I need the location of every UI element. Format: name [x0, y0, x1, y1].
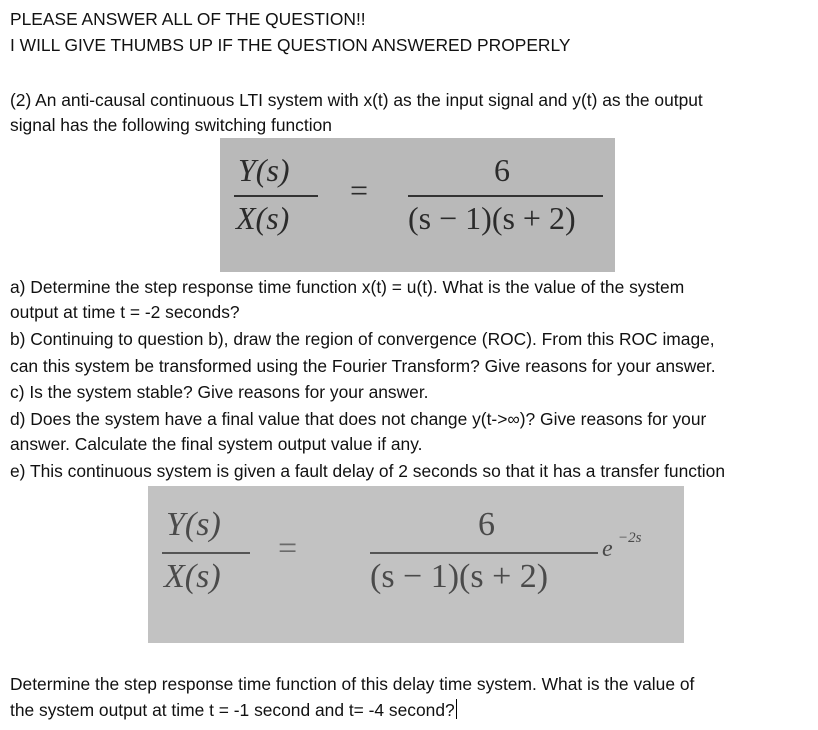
header-line-2: I WILL GIVE THUMBS UP IF THE QUESTION ANSWERED PROPERLY: [10, 35, 571, 55]
question-intro-line-1: (2) An anti-causal continuous LTI system with x(t) as the input signal and y(t) as the output: [10, 90, 703, 110]
part-b-line-2: can this system be transformed using the Fourier Transform? Give reasons for your answer.: [10, 356, 716, 376]
question-intro-line-2: signal has the following switching function: [10, 115, 332, 135]
eq1-equals-sign: =: [350, 172, 369, 208]
eq2-fraction-bar-left: [162, 552, 250, 554]
eq2-denominator-left: X(s): [164, 558, 221, 595]
part-d-line-2: answer. Calculate the final system output value if any.: [10, 434, 423, 454]
eq1-numerator-right: 6: [494, 152, 510, 188]
transfer-function-equation-2: [148, 486, 684, 643]
eq2-denominator-right: (s − 1)(s + 2): [370, 558, 549, 595]
header-line-1: PLEASE ANSWER ALL OF THE QUESTION!!: [10, 9, 366, 29]
text-cursor: [456, 699, 458, 719]
final-question-line-2: [10, 699, 457, 721]
eq1-numerator-left: Y(s): [238, 152, 290, 188]
eq2-numerator-right: 6: [478, 506, 495, 543]
part-e-line: e) This continuous system is given a fault delay of 2 seconds so that it has a transfer function: [10, 461, 726, 481]
eq2-fraction-bar-right: [370, 552, 598, 554]
part-c-line: c) Is the system stable? Give reasons for your answer.: [10, 382, 429, 402]
eq1-denominator-left: X(s): [236, 200, 290, 236]
eq2-numerator-left: Y(s): [166, 506, 221, 543]
eq1-fraction-bar-left: [234, 195, 318, 197]
eq1-denominator-right: (s − 1)(s + 2): [408, 200, 576, 236]
transfer-function-equation-1: [220, 138, 615, 272]
part-a-line-2: output at time t = -2 seconds?: [10, 302, 240, 322]
part-b-line-1: b) Continuing to question b), draw the region of convergence (ROC). From this ROC image,: [10, 329, 715, 349]
eq2-exp-base: e: [602, 536, 613, 562]
final-question-line-1: Determine the step response time function of this delay time system. What is the value of: [10, 674, 695, 694]
eq2-equals-sign: =: [278, 530, 298, 567]
part-a-line-1: a) Determine the step response time function x(t) = u(t). What is the value of the system: [10, 277, 685, 297]
eq2-exponent: −2s: [618, 530, 642, 546]
eq1-fraction-bar-right: [408, 195, 603, 197]
part-d-line-1: d) Does the system have a final value that does not change y(t->∞)? Give reasons for your: [10, 409, 707, 429]
final-question-line-2-text: the system output at time t = -1 second and t= -4 second?: [10, 700, 455, 720]
